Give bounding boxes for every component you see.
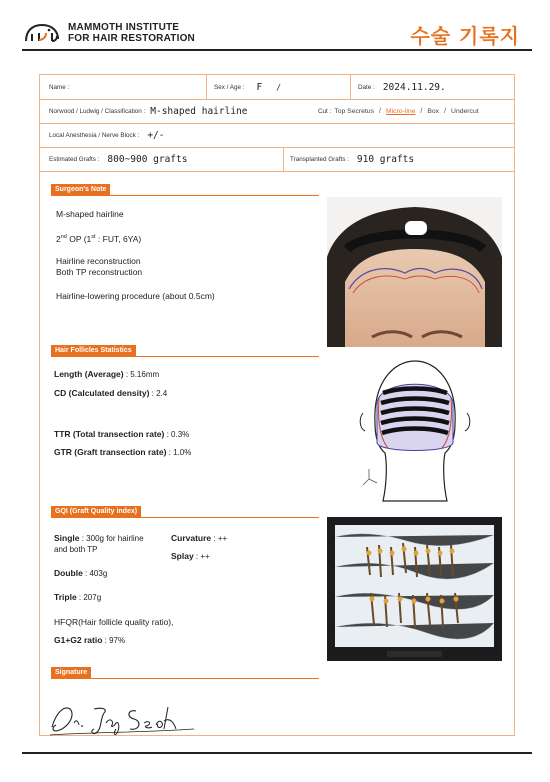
gqi-single-cont: and both TP	[54, 545, 98, 554]
surgery-record-form	[39, 74, 515, 736]
date-value: 2024.11.29.	[382, 81, 446, 93]
estimated-grafts-field[interactable]	[49, 148, 187, 171]
hairline-photo	[327, 197, 502, 347]
anesthesia-field[interactable]	[49, 124, 164, 147]
stat-gtr: GTR (Graft transection rate) : 1.0%	[54, 447, 192, 457]
stat-ttr: TTR (Total transection rate) : 0.3%	[54, 429, 190, 439]
gqi-ratio: G1+G2 ratio : 97%	[54, 635, 126, 645]
sex-value: F	[256, 81, 263, 93]
gqi-header	[51, 506, 319, 518]
cell-divider	[206, 75, 207, 99]
follicle-stats-header	[51, 345, 319, 357]
donor-area-diagram	[355, 353, 475, 503]
classification-label: Norwood / Ludwig / Classification :	[49, 108, 146, 115]
head-back-diagram	[355, 353, 475, 503]
anesthesia-label: Local Anesthesia / Nerve Block :	[49, 132, 140, 139]
cut-option-top-secretus[interactable]: Top Secretus	[334, 108, 374, 115]
gqi-curvature: Curvature : ++	[171, 533, 228, 543]
anesthesia-value: +/-	[147, 130, 165, 141]
transplanted-grafts-value: 910 grafts	[356, 154, 415, 165]
signature-header	[51, 667, 319, 679]
cut-field: Cut : Top Secretus / Micro-line / Box / Undercut	[318, 108, 479, 115]
form-row-grafts	[40, 148, 514, 172]
name-label: Name :	[49, 83, 70, 91]
surgeons-note-title: Surgeon's Note	[51, 184, 110, 195]
page-header	[0, 0, 550, 54]
handwritten-signature	[46, 699, 196, 739]
note-line-1: M-shaped hairline	[56, 209, 124, 219]
gqi-double: Double : 403g	[54, 568, 108, 578]
estimated-grafts-value: 800~900 grafts	[107, 154, 188, 165]
surgeons-note-header	[51, 184, 319, 196]
form-row-anesthesia	[40, 124, 514, 148]
mammoth-logo-icon	[22, 21, 62, 45]
cut-option-undercut[interactable]: Undercut	[451, 108, 479, 115]
classification-value: M-shaped hairline	[150, 106, 248, 117]
footer-divider	[22, 752, 532, 754]
name-field[interactable]	[49, 75, 77, 99]
note-line-2: 2nd OP (1st : FUT, 6YA)	[56, 233, 142, 244]
gqi-splay: Splay : ++	[171, 551, 210, 561]
cut-label: Cut :	[318, 108, 332, 115]
transplanted-grafts-field[interactable]	[290, 148, 414, 171]
cut-option-box[interactable]: Box	[427, 108, 440, 115]
gqi-title: GQI (Graft Quality index)	[51, 506, 141, 517]
age-separator: /	[276, 82, 282, 92]
signature-title: Signature	[51, 667, 91, 678]
cell-divider	[350, 75, 351, 99]
stat-cd: CD (Calculated density) : 2.4	[54, 388, 168, 398]
note-line-4: Both TP reconstruction	[56, 267, 143, 277]
sex-age-field[interactable]	[214, 75, 281, 99]
gqi-triple: Triple : 207g	[54, 592, 102, 602]
header-divider	[22, 49, 532, 51]
institute-name	[68, 22, 195, 44]
note-line-3: Hairline reconstruction	[56, 256, 141, 266]
institute-name-line1: MAMMOTH INSTITUTE	[68, 22, 180, 33]
form-row-classification	[40, 100, 514, 124]
grafts-photo-illustration	[327, 517, 502, 661]
cell-divider	[283, 148, 284, 171]
gqi-single: Single : 300g for hairline	[54, 533, 144, 543]
classification-field[interactable]	[49, 100, 247, 123]
stat-length: Length (Average) : 5.16mm	[54, 369, 160, 379]
institute-name-line2: FOR HAIR RESTORATION	[68, 33, 195, 44]
estimated-grafts-label: Estimated Grafts :	[49, 156, 100, 163]
surgeon-signature	[46, 699, 196, 739]
grafts-monitor-photo	[327, 517, 502, 661]
date-label: Date :	[358, 83, 375, 91]
cut-option-micro-line[interactable]: Micro-line	[385, 108, 416, 115]
date-field[interactable]	[358, 75, 446, 99]
follicle-stats-title: Hair Follicles Statistics	[51, 345, 136, 356]
gqi-hfqr: HFQR(Hair follicle quality ratio),	[54, 617, 174, 627]
hairline-photo-illustration	[327, 197, 502, 347]
transplanted-grafts-label: Transplanted Grafts :	[290, 156, 349, 163]
document-title: 수술 기록지	[410, 24, 520, 48]
form-row-identity	[40, 75, 514, 100]
note-line-5: Hairline-lowering procedure (about 0.5cm)	[56, 291, 215, 301]
sex-age-label: Sex / Age :	[214, 83, 245, 91]
